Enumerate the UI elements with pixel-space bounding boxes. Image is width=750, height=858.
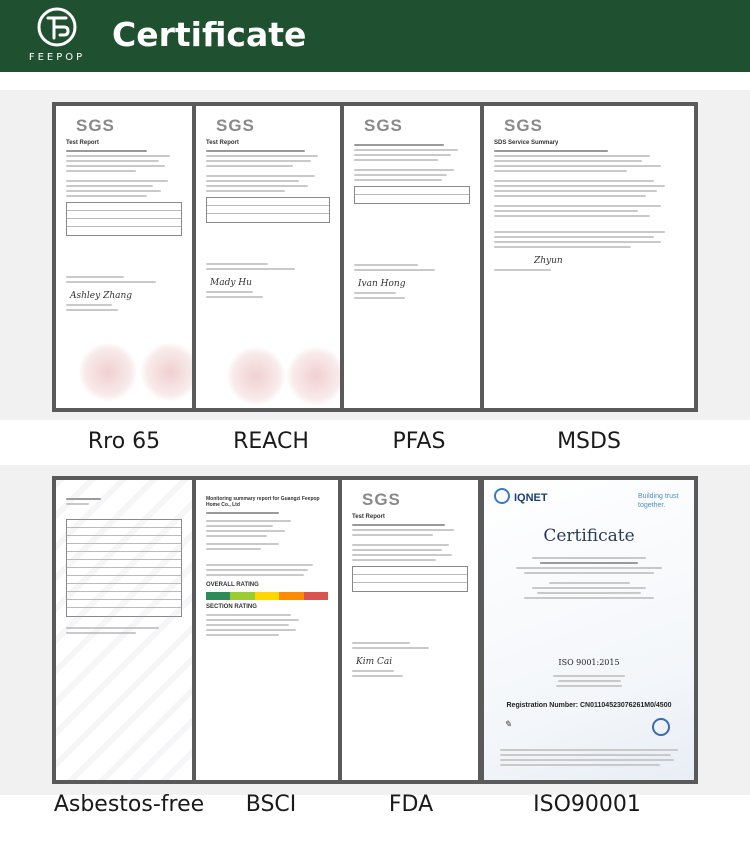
certificate-image-reach xyxy=(192,102,344,412)
certificate-label: Asbestos-free xyxy=(53,792,205,817)
signature: Zhyun xyxy=(534,256,563,266)
stamp-seal xyxy=(286,346,344,406)
sgs-logo: SGS xyxy=(364,116,403,135)
signature: Ivan Hong xyxy=(358,279,406,289)
feepop-logo-icon xyxy=(14,6,100,52)
page-header xyxy=(0,0,750,72)
sgs-logo: SGS xyxy=(216,116,255,135)
doc-title: Certificate xyxy=(543,526,635,546)
doc-title: Test Report xyxy=(352,514,385,520)
signature: Ashley Zhang xyxy=(70,291,133,301)
sgs-logo: SGS xyxy=(504,116,543,135)
doc-title: Test Report xyxy=(66,140,99,146)
signature: Mady Hu xyxy=(210,278,252,288)
signature: Kim Cai xyxy=(356,657,393,667)
seal-icon xyxy=(652,718,670,736)
certificate-label: REACH xyxy=(233,429,309,454)
certificate-label: BSCI xyxy=(245,792,297,817)
doc-title: Monitoring summary report for Guangzi Feepop Home Co., Ltd xyxy=(206,496,320,508)
certificate-label: MSDS xyxy=(557,429,621,454)
sgs-logo: SGS xyxy=(76,116,115,135)
brand-name: FEEPOP xyxy=(28,52,86,63)
registration-number: Registration Number: CN01104523076261M0/4500 xyxy=(506,702,672,709)
doc-title: Test Report xyxy=(206,140,239,146)
stamp-seal xyxy=(226,346,286,406)
certificate-image-pfas xyxy=(340,102,484,412)
feepop-logo xyxy=(14,6,100,68)
page-title: Certificate xyxy=(112,15,307,54)
certificate-label: ISO90001 xyxy=(533,792,641,817)
doc-title: SDS Service Summary xyxy=(494,140,559,146)
section-rating-heading: SECTION RATING xyxy=(206,604,257,610)
certificate-label: PFAS xyxy=(392,429,446,454)
overall-rating-heading: OVERALL RATING xyxy=(206,582,259,588)
tagline: Building trust together. xyxy=(638,493,679,509)
watermark xyxy=(56,480,192,780)
certificate-image-bsci xyxy=(192,476,342,784)
stamp-seal xyxy=(78,342,138,402)
iqnet-logo: IQNET xyxy=(514,492,548,504)
rating-bar xyxy=(206,592,328,600)
certificate-image-iso9001 xyxy=(480,476,698,784)
sgs-logo: SGS xyxy=(362,490,401,509)
iso-standard: ISO 9001:2015 xyxy=(558,658,620,667)
stamp-seal xyxy=(140,342,196,402)
certificate-image-prop65 xyxy=(52,102,196,412)
globe-icon xyxy=(494,488,510,504)
signature-left: ✎ xyxy=(504,720,512,730)
certificate-label: FDA xyxy=(388,792,434,817)
certificate-image-msds xyxy=(480,102,698,412)
certificate-image-fda xyxy=(338,476,482,784)
certificate-label: Rro 65 xyxy=(87,429,161,454)
certificate-image-asbestos xyxy=(52,476,196,784)
